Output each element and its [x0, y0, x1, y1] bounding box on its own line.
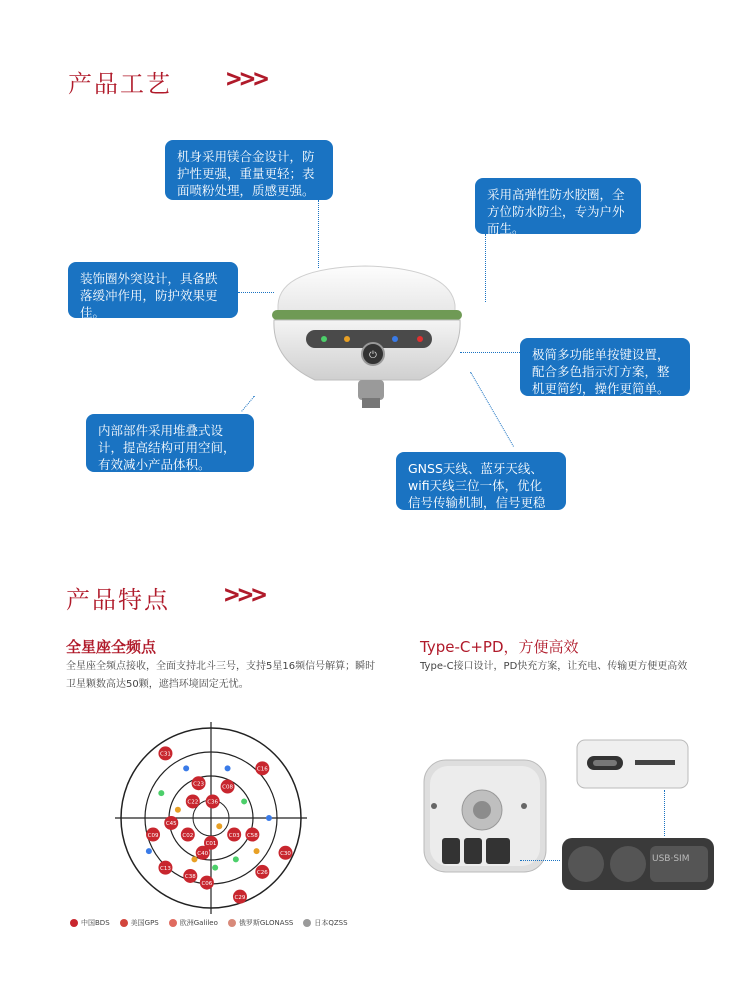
satellite-dot	[254, 848, 260, 854]
legend-item	[228, 918, 294, 928]
satellite-label: C09	[147, 832, 159, 839]
feature-title-constellation: 全星座全频点	[66, 638, 157, 656]
legend-label: 日本QZSS	[314, 919, 348, 927]
sky-plot	[115, 722, 307, 914]
callout-stacked-design: 内部部件采用堆叠式设计，提高结构可用空间，有效减小产品体积。	[86, 414, 254, 472]
satellite-marker	[255, 761, 269, 775]
satellite-label: C36	[207, 799, 219, 806]
satellite-label: C45	[165, 821, 177, 828]
satellite-dot	[225, 765, 231, 771]
chevron-icon: >>>	[224, 580, 265, 610]
satellite-marker	[164, 816, 178, 830]
satellite-marker	[181, 828, 195, 842]
satellite-label: C22	[187, 799, 199, 806]
satellite-dot	[158, 790, 164, 796]
satellite-marker	[233, 890, 247, 904]
feature-title-typec: Type-C+PD，方便高效	[420, 638, 579, 656]
satellite-marker	[255, 865, 269, 879]
legend-item	[120, 918, 159, 928]
satellite-marker	[200, 876, 214, 890]
satellite-marker	[183, 869, 197, 883]
legend-label: 中国BDS	[81, 919, 110, 927]
satellite-marker	[158, 746, 172, 760]
satellite-dot	[266, 815, 272, 821]
typec-port-closeup	[575, 738, 690, 790]
satellite-marker	[206, 794, 220, 808]
sky-plot-legend	[70, 918, 358, 928]
callout-waterproof: 采用高弹性防水胶圈，全方位防水防尘，专为户外而生。	[475, 178, 641, 234]
satellite-label: C31	[160, 751, 171, 758]
satellite-label: C01	[205, 841, 217, 848]
usb-sim-label: USB·SIM	[652, 854, 690, 864]
callout-bumper: 装饰圈外突设计，具备跌落缓冲作用，防护效果更佳。	[68, 262, 238, 318]
legend-dot-icon	[228, 919, 236, 927]
satellite-label: C08	[222, 784, 233, 791]
svg-text:⏻: ⏻	[369, 350, 377, 361]
satellite-label: C40	[197, 850, 209, 857]
satellite-marker	[245, 828, 259, 842]
satellite-dot	[183, 765, 189, 771]
callout-antenna: GNSS天线、蓝牙天线、wifi天线三位一体，优化信号传输机制，信号更稳定。	[396, 452, 566, 510]
section-title-features: 产品特点	[66, 586, 170, 614]
legend-item	[303, 918, 347, 928]
section-title-craft: 产品工艺	[68, 70, 172, 98]
legend-dot-icon	[70, 919, 78, 927]
legend-label: 俄罗斯GLONASS	[238, 919, 294, 927]
legend-dot-icon	[169, 919, 177, 927]
gnss-receiver-image	[250, 250, 480, 425]
satellite-label: C29	[234, 894, 246, 901]
satellite-dot	[146, 848, 152, 854]
satellite-marker	[158, 861, 172, 875]
feature-desc-typec: Type-C接口设计，PD快充方案，让充电、传输更方便更高效	[420, 661, 688, 672]
satellite-label: C58	[246, 832, 258, 839]
satellite-marker	[146, 828, 160, 842]
satellite-dot	[175, 807, 181, 813]
satellite-marker	[279, 846, 293, 860]
satellite-dot	[216, 823, 222, 829]
satellite-dot	[191, 856, 197, 862]
port-covers-closeup	[560, 836, 716, 892]
chevron-icon: >>>	[226, 64, 267, 94]
satellite-label: C02	[182, 832, 194, 839]
satellite-label: C23	[193, 781, 205, 788]
satellite-label: C13	[160, 865, 171, 872]
receiver-bottom-image	[420, 756, 550, 876]
satellite-dot	[241, 798, 247, 804]
feature-desc-constellation: 全星座全频点接收，全面支持北斗三号，支持5星16频信号解算；瞬时 卫星颗数高达50颗，遮挡环境固定无忧。	[66, 661, 376, 690]
callout-single-button: 极简多功能单按键设置，配合多色指示灯方案，整机更简约，操作更简单。	[520, 338, 690, 396]
satellite-marker	[221, 780, 235, 794]
satellite-marker	[227, 828, 241, 842]
satellite-label: C06	[201, 880, 213, 887]
satellite-label: C26	[256, 870, 268, 877]
satellite-dot	[233, 856, 239, 862]
legend-dot-icon	[303, 919, 311, 927]
satellite-label: C30	[280, 850, 291, 857]
callout-alloy-body: 机身采用镁合金设计，防护性更强，重量更轻；表面喷粉处理，质感更强。	[165, 140, 333, 200]
satellite-label: C16	[256, 766, 268, 773]
satellite-marker	[196, 846, 210, 860]
legend-item	[70, 918, 110, 928]
legend-item	[169, 918, 218, 928]
legend-label: 美国GPS	[130, 919, 159, 927]
satellite-label: C38	[184, 874, 196, 881]
satellite-label: C03	[228, 832, 240, 839]
legend-label: 欧洲Galileo	[179, 919, 218, 927]
legend-dot-icon	[120, 919, 128, 927]
satellite-dot	[212, 865, 218, 871]
satellite-marker	[192, 776, 206, 790]
satellite-marker	[186, 794, 200, 808]
